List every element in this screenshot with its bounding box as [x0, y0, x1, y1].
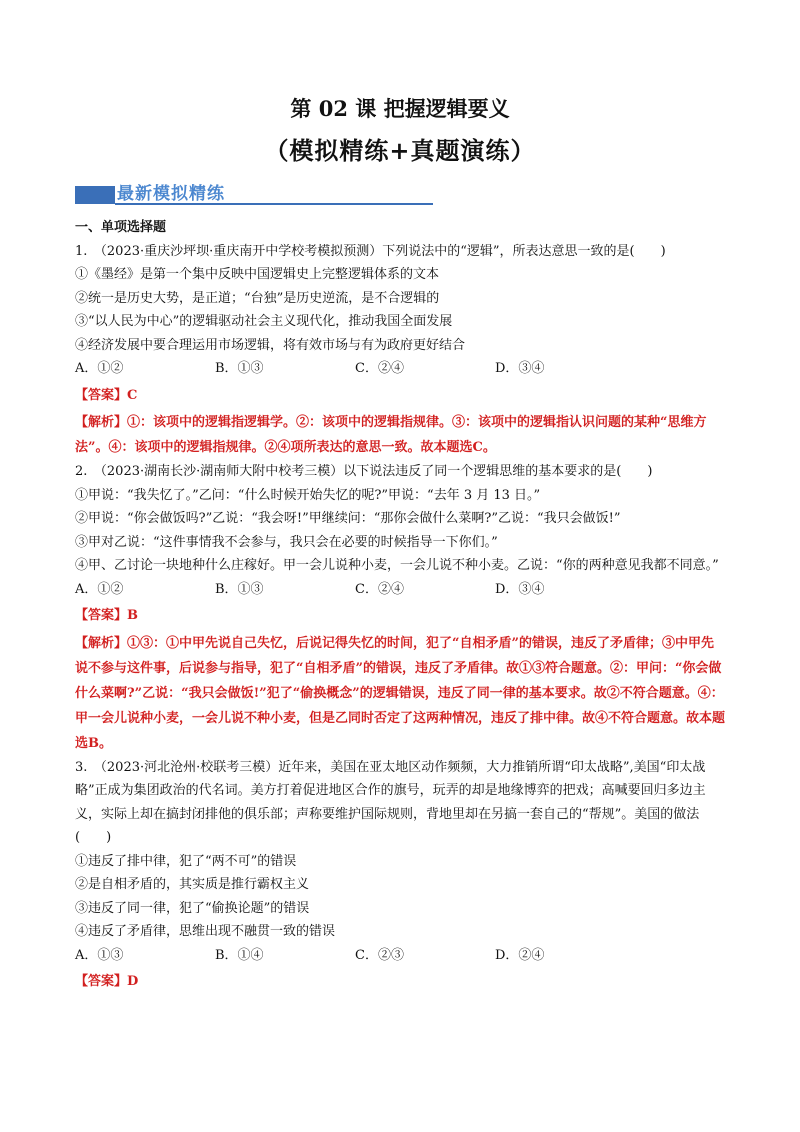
answer-label: 【答案】	[75, 974, 128, 989]
option-a: A．①②	[75, 581, 124, 597]
answer-line	[75, 604, 725, 628]
question-2	[75, 460, 725, 756]
statement-item: ②甲说：“你会做饭吗?”乙说：“我会呀!”甲继续问：“那你会做什么菜啊?”乙说：“我只会做饭!”	[75, 511, 621, 526]
question-stem: 3. （2023·河北沧州·校联考三模）近年来，美国在亚太地区动作频频，大力推销所谓“印太战略”,美国“印太战略”正成为集团政治的代名词。美方打着促进地区合作的旗号，玩弄的却是地缘博弈的把戏；高喊要回归多边主义，实际上却在搞封闭排他的俱乐部；声称要维护国际规则，背地里却在另搞一套自己的“帮规”。美国的做法( )	[75, 759, 706, 845]
statement-item: ②是自相矛盾的，其实质是推行霸权主义	[75, 877, 310, 892]
statement-item: ②统一是历史大势，是正道；“台独”是历史逆流，是不合逻辑的	[75, 290, 440, 306]
statement-item: ③“以人民为中心”的逻辑驱动社会主义现代化，推动我国全面发展	[75, 314, 453, 329]
statement-item: ④违反了矛盾律，思维出现不融贯一致的错误	[75, 924, 336, 939]
explanation-label: 【解析】	[75, 415, 128, 430]
option-b: B．①③	[215, 361, 264, 376]
answer-value: B	[127, 608, 139, 623]
option-d: D．③④	[495, 361, 545, 376]
banner-block-decoration	[75, 186, 115, 204]
answer-value: D	[127, 974, 139, 989]
answer-options	[75, 944, 725, 968]
statement-item: ③违反了同一律，犯了“偷换论题”的错误	[75, 900, 310, 916]
answer-value: C	[127, 387, 138, 403]
lesson-subtitle: （模拟精练+真题演练）	[264, 136, 536, 165]
option-b: B．①④	[215, 947, 264, 963]
statement-item: ④甲、乙讨论一块地种什么庄稼好。甲一会儿说种小麦，一会儿说不种小麦。乙说：“你的两种意见我都不同意。”	[75, 558, 719, 573]
explanation-text: ①：该项中的逻辑指逻辑学。②：该项中的逻辑指规律。③：该项中的逻辑指认识问题的某种“思维方法”。④：该项中的逻辑指规律。②④项所表达的意思一致。故本题选C。	[75, 415, 707, 455]
explanation-text: ①③：①中甲先说自己失忆，后说记得失忆的时间，犯了“自相矛盾”的错误，违反了矛盾律；③中甲先说不参与这件事，后说参与指导，犯了“自相矛盾”的错误，违反了矛盾律。故①③符合题意。②：甲问：“你会做什么菜啊?”乙说：“我只会做饭!”犯了“偷换概念”的逻辑错误，违反了同一律的基本要求。故②不符合题意。④：甲一会儿说种小麦，一会儿说不种小麦，但是乙同时否定了这两种情况，违反了排中律。故④不符合题意。故本题选B。	[75, 635, 726, 751]
question-list	[75, 216, 725, 994]
option-c: C．②④	[355, 581, 404, 597]
statement-item: ①《墨经》是第一个集中反映中国逻辑史上完整逻辑体系的文本	[75, 267, 440, 282]
question-stem: 1. （2023·重庆沙坪坝·重庆南开中学校考模拟预测）下列说法中的“逻辑”，所表达意思一致的是( )	[75, 243, 666, 259]
statement-item: ①违反了排中律，犯了“两不可”的错误	[75, 853, 297, 869]
option-a: A．①②	[75, 361, 124, 376]
section-title: 最新模拟精练	[117, 184, 225, 204]
option-c: C．②③	[355, 947, 404, 963]
question-3	[75, 756, 725, 994]
answer-options	[75, 357, 725, 381]
answer-line	[75, 970, 725, 994]
option-d: D．③④	[495, 581, 545, 597]
question-1	[75, 240, 725, 461]
statement-item: ①甲说：“我失忆了。”乙问：“什么时候开始失忆的呢?”甲说：“去年 3 月 13 日。”	[75, 487, 541, 503]
option-b: B．①③	[215, 581, 264, 597]
explanation	[75, 631, 725, 756]
section-banner	[75, 180, 435, 210]
explanation-label: 【解析】	[75, 635, 128, 651]
answer-line	[75, 384, 725, 408]
statement-item: ③甲对乙说：“这件事情我不会参与，我只会在必要的时候指导一下你们。”	[75, 534, 498, 550]
option-c: C．②④	[355, 361, 404, 376]
answer-options	[75, 578, 725, 602]
option-a: A．①③	[75, 947, 124, 963]
part-heading: 一、单项选择题	[75, 220, 167, 235]
statement-item: ④经济发展中要合理运用市场逻辑，将有效市场与有为政府更好结合	[75, 337, 466, 353]
option-d: D．②④	[495, 947, 545, 963]
lesson-title: 第 02 课 把握逻辑要义	[290, 96, 510, 121]
question-stem: 2. （2023·湖南长沙·湖南师大附中校考三模）以下说法违反了同一个逻辑思维的基本要求的是( )	[75, 464, 653, 479]
explanation	[75, 410, 725, 460]
answer-label: 【答案】	[75, 608, 128, 623]
answer-label: 【答案】	[75, 387, 128, 403]
